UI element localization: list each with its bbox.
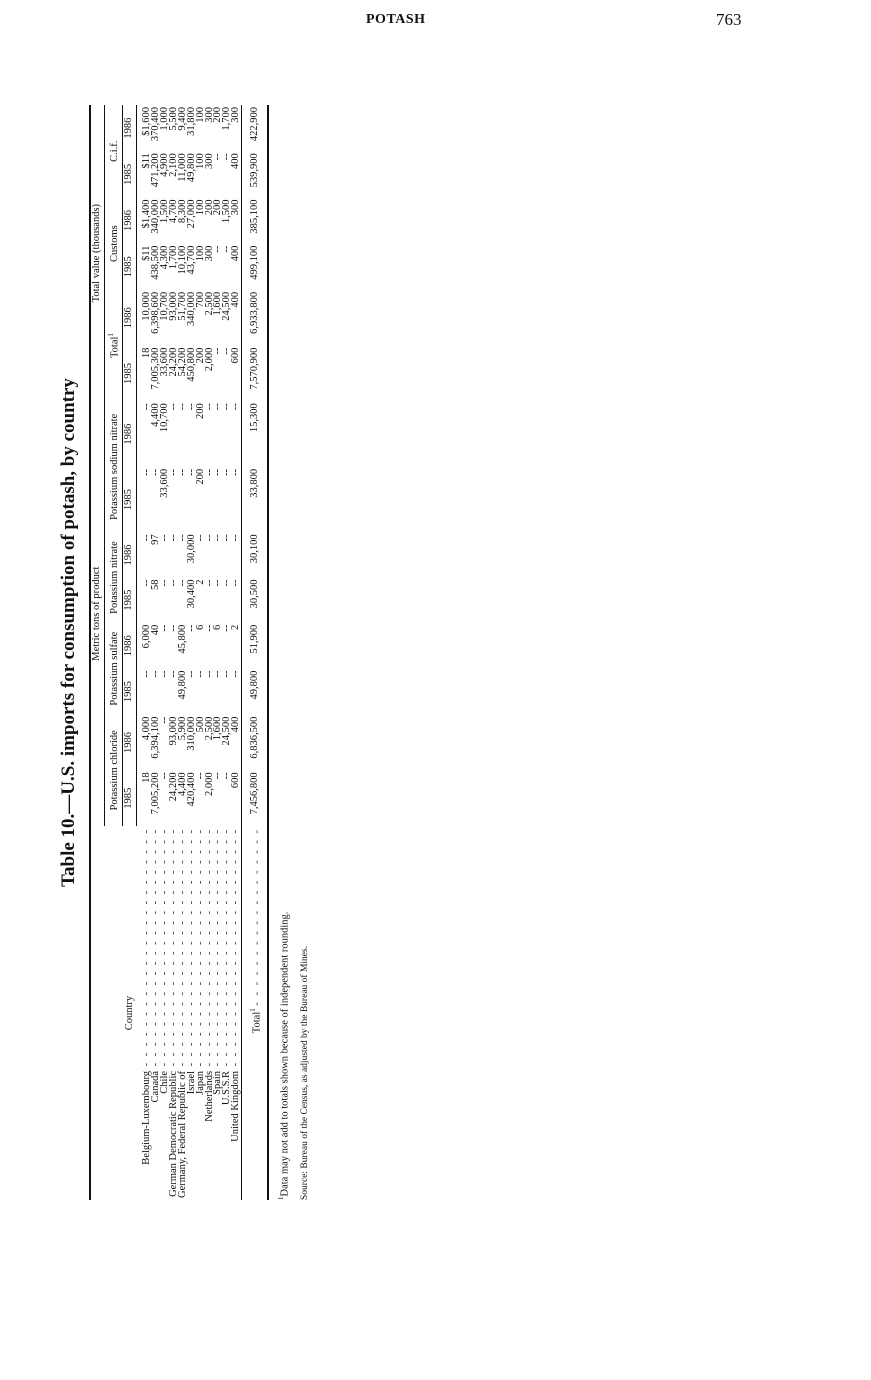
- total-value-cell: 6,933,800: [242, 290, 268, 346]
- value-cell: 10,700: [159, 291, 171, 321]
- country-cell: Belgium-Luxembourg - - - - - - - - - - - - - - - - - - - - - - - -: [140, 828, 152, 1165]
- value-cell: 1,700: [221, 107, 233, 131]
- value-cell: --: [212, 347, 224, 355]
- total-value-header: Total value (thousands): [90, 105, 104, 401]
- table-row: [232, 105, 241, 1200]
- value-cell: 400: [230, 245, 242, 262]
- value-cell: --: [141, 403, 153, 411]
- value-cell: 31,800: [185, 107, 197, 136]
- total-label-cell: Total$^1$ - - - - - - - - - - - - - - - - - -: [242, 826, 268, 1200]
- value-cell: --: [212, 468, 224, 476]
- total-value-cell: 6,836,500: [242, 715, 268, 771]
- value-cell: 300: [203, 107, 215, 123]
- value-cell: 200: [203, 199, 215, 216]
- value-cell: --: [159, 579, 171, 587]
- value-cell: --: [159, 534, 171, 542]
- value-cell: 340,000: [185, 291, 197, 326]
- value-cell: 10,000: [141, 291, 153, 321]
- year-header-cell: 1985: [123, 244, 137, 290]
- value-cell: --: [141, 468, 153, 476]
- value-cell: --: [176, 534, 188, 542]
- rotated-table-block: [52, 65, 347, 1200]
- value-cell: 4,400: [176, 772, 188, 796]
- total-value-cell: 49,800: [242, 669, 268, 715]
- value-cell: --: [203, 670, 215, 678]
- value-cell: 51,700: [176, 291, 188, 321]
- value-cell: --: [159, 772, 171, 780]
- value-cell: --: [185, 403, 197, 411]
- value-cell: --: [212, 670, 224, 678]
- year-header-cell: 1986: [123, 197, 137, 243]
- value-cell: --: [194, 534, 206, 542]
- value-cell: 33,600: [159, 468, 171, 498]
- value-cell: 93,000: [167, 716, 179, 746]
- value-cell: --: [230, 534, 242, 542]
- value-cell: 2,500: [203, 716, 215, 741]
- value-cell: --: [203, 403, 215, 411]
- value-cell: 54,200: [176, 347, 188, 377]
- country-cell: Netherlands - - - - - - - - - - - - - - - - - - - - - - - -: [203, 828, 215, 1122]
- value-cell: 300: [230, 199, 242, 216]
- year-header-cell: 1986: [123, 532, 137, 577]
- value-cell: --: [221, 403, 233, 411]
- total-value-cell: 7,570,900: [242, 346, 268, 402]
- total-value-cell: 422,900: [242, 105, 268, 151]
- value-cell: --: [141, 579, 153, 587]
- year-header-cell: 1985: [123, 770, 137, 826]
- value-cell: --: [203, 468, 215, 476]
- value-cell: 1,500: [221, 199, 233, 224]
- value-cell: 500: [194, 716, 206, 733]
- value-cell: --: [176, 579, 188, 587]
- value-cell: 24,500: [221, 291, 233, 321]
- year-header-cell: 1986: [123, 623, 137, 669]
- value-cell: 200: [212, 199, 224, 216]
- value-cell: --: [221, 153, 233, 161]
- value-cell: --: [230, 670, 242, 678]
- country-cell: Germany, Federal Republic of - - - - - - - - - - - - - - - - - - - - - - - -: [176, 828, 188, 1198]
- potash-imports-table: [89, 105, 269, 1200]
- footnote-mark: 1: [276, 1196, 285, 1200]
- value-cell: 4,000: [141, 716, 153, 741]
- value-cell: 30,400: [185, 579, 197, 609]
- value-cell: 10,100: [176, 245, 188, 275]
- value-cell: --: [194, 670, 206, 678]
- table-total: [242, 105, 268, 1200]
- value-cell: 2,000: [203, 347, 215, 372]
- value-cell: 100: [194, 245, 206, 262]
- country-cell: Chile - - - - - - - - - - - - - - - - - - - - - - - -: [159, 828, 171, 1094]
- value-cell: 18: [141, 772, 153, 783]
- country-cell: U.S.S.R - - - - - - - - - - - - - - - - - - - - - - - -: [221, 828, 233, 1106]
- value-cell: 1,000: [159, 107, 171, 131]
- value-cell: 49,800: [185, 153, 197, 183]
- value-cell: 4,400: [150, 403, 162, 427]
- value-cell: 200: [194, 403, 206, 420]
- value-cell: $11: [141, 245, 153, 262]
- year-header-cell: 1985: [123, 669, 137, 715]
- value-cell: 5,500: [167, 107, 179, 131]
- cif-header: C.i.f.: [104, 105, 122, 197]
- value-cell: 45,800: [176, 624, 188, 654]
- value-cell: --: [221, 624, 233, 632]
- value-cell: 24,200: [167, 772, 179, 802]
- value-cell: 200: [212, 107, 224, 123]
- year-header-cell: 1985: [123, 467, 137, 533]
- year-header-cell: 1986: [123, 105, 137, 151]
- footnote: $^1$Data may not add to totals shown because of independent rounding.: [276, 911, 291, 1200]
- value-cell: 7,005,200: [150, 772, 162, 815]
- page-number: 763: [716, 10, 742, 29]
- value-cell: --: [167, 468, 179, 476]
- value-cell: 420,400: [185, 772, 197, 807]
- value-cell: 6,000: [141, 624, 153, 649]
- year-header-cell: 1986: [123, 401, 137, 467]
- value-cell: 2: [194, 579, 206, 585]
- source-note: Source: Bureau of the Census, as adjusted by the Bureau of Mines.: [300, 945, 311, 1200]
- value-cell: 600: [230, 347, 242, 364]
- value-cell: 9,400: [176, 107, 188, 131]
- value-cell: 43,700: [185, 245, 197, 275]
- value-cell: --: [212, 772, 224, 780]
- value-cell: --: [203, 624, 215, 632]
- value-cell: --: [185, 468, 197, 476]
- value-cell: 2: [230, 624, 242, 630]
- value-cell: 4,700: [167, 199, 179, 224]
- value-cell: 200: [194, 347, 206, 364]
- value-cell: --: [212, 153, 224, 161]
- value-cell: 340,000: [150, 199, 162, 234]
- value-cell: --: [212, 245, 224, 253]
- value-cell: --: [230, 468, 242, 476]
- value-cell: --: [167, 624, 179, 632]
- total-header-footnote-mark: 1: [106, 333, 115, 337]
- potassium-chloride-header: Potassium chloride: [104, 715, 122, 826]
- country-column-header: Country: [90, 826, 137, 1200]
- value-cell: --: [150, 670, 162, 678]
- country-cell: German Democratic Republic - - - - - - - - - - - - - - - - - - - - - - - -: [167, 828, 179, 1197]
- total-value-cell: 385,100: [242, 197, 268, 243]
- value-cell: 6: [194, 624, 206, 630]
- value-cell: 7,005,300: [150, 347, 162, 390]
- value-cell: 24,200: [167, 347, 179, 377]
- value-cell: --: [167, 670, 179, 678]
- total-value-cell: 30,500: [242, 578, 268, 623]
- value-cell: 1,500: [159, 199, 171, 224]
- country-cell: United Kingdom - - - - - - - - - - - - - - - - - - - - - - - -: [230, 828, 242, 1142]
- value-cell: --: [150, 468, 162, 476]
- value-cell: 1,600: [212, 291, 224, 316]
- total-value-cell: 51,900: [242, 623, 268, 669]
- year-header-cell: 1986: [123, 290, 137, 346]
- value-cell: 6: [212, 624, 224, 630]
- value-cell: 6,394,100: [150, 716, 162, 759]
- year-header-cell: 1985: [123, 346, 137, 402]
- value-cell: --: [141, 670, 153, 678]
- value-cell: 2,500: [203, 291, 215, 316]
- value-cell: --: [221, 772, 233, 780]
- value-cell: 49,800: [176, 670, 188, 700]
- total-footnote-mark: 1: [249, 1008, 258, 1012]
- value-cell: 471,200: [150, 153, 162, 188]
- value-cell: --: [230, 579, 242, 587]
- value-cell: --: [176, 468, 188, 476]
- value-cell: --: [167, 534, 179, 542]
- value-cell: --: [203, 579, 215, 587]
- total-row: [242, 105, 268, 1200]
- total-value-cell: 30,100: [242, 532, 268, 577]
- value-cell: --: [194, 772, 206, 780]
- value-cell: 2,000: [203, 772, 215, 796]
- value-cell: 33,600: [159, 347, 171, 377]
- value-cell: 8,300: [176, 199, 188, 224]
- value-cell: --: [221, 245, 233, 253]
- value-cell: 400: [230, 153, 242, 170]
- total-value-cell: 7,456,800: [242, 770, 268, 826]
- country-cell: Japan - - - - - - - - - - - - - - - - - - - - - - - -: [194, 828, 206, 1095]
- value-cell: --: [141, 534, 153, 542]
- value-cell: 18: [141, 347, 153, 359]
- value-cell: 400: [230, 716, 242, 733]
- customs-header: Customs: [104, 197, 122, 289]
- value-cell: 27,000: [185, 199, 197, 229]
- total-quantity-header: Total$^1$: [104, 290, 122, 401]
- value-cell: 700: [194, 291, 206, 308]
- value-cell: --: [185, 670, 197, 678]
- value-cell: --: [167, 579, 179, 587]
- value-cell: 400: [230, 291, 242, 308]
- total-value-cell: 539,900: [242, 151, 268, 197]
- value-cell: 438,500: [150, 245, 162, 280]
- year-header-cell: 1985: [123, 151, 137, 197]
- value-cell: 2,100: [167, 153, 179, 177]
- value-cell: --: [230, 403, 242, 411]
- value-cell: 6,398,600: [150, 291, 162, 334]
- value-cell: 97: [150, 534, 162, 545]
- value-cell: 600: [230, 772, 242, 789]
- potassium-sulfate-header: Potassium sulfate: [104, 623, 122, 715]
- value-cell: 300: [203, 245, 215, 262]
- value-cell: $1,600: [141, 107, 153, 136]
- total-value-cell: 499,100: [242, 244, 268, 290]
- total-value-cell: 33,800: [242, 467, 268, 533]
- value-cell: --: [176, 403, 188, 411]
- value-cell: --: [221, 670, 233, 678]
- value-cell: 370,400: [150, 107, 162, 142]
- value-cell: --: [221, 347, 233, 355]
- value-cell: 100: [194, 153, 206, 170]
- value-cell: 200: [194, 468, 206, 485]
- value-cell: 58: [150, 579, 162, 591]
- year-header-cell: 1986: [123, 715, 137, 771]
- country-cell: Canada - - - - - - - - - - - - - - - - - - - - - - - -: [150, 828, 162, 1103]
- value-cell: --: [185, 624, 197, 632]
- value-cell: --: [159, 670, 171, 678]
- value-cell: 30,000: [185, 534, 197, 564]
- year-header-cell: 1985: [123, 578, 137, 623]
- potassium-sodium-nitrate-header: Potassium sodium nitrate: [104, 401, 122, 532]
- value-cell: --: [212, 534, 224, 542]
- value-cell: 5,900: [176, 716, 188, 741]
- running-head: POTASH: [366, 12, 426, 27]
- metric-tons-header: Metric tons of product: [90, 401, 104, 826]
- value-cell: 40: [150, 624, 162, 636]
- value-cell: 450,800: [185, 347, 197, 382]
- value-cell: 310,000: [185, 716, 197, 751]
- value-cell: --: [212, 403, 224, 411]
- value-cell: $1,400: [141, 199, 153, 229]
- table-body: [137, 105, 242, 1200]
- value-cell: 4,300: [159, 245, 171, 270]
- value-cell: --: [221, 579, 233, 587]
- value-cell: 11,000: [176, 153, 188, 182]
- value-cell: 10,700: [159, 403, 171, 433]
- value-cell: --: [212, 579, 224, 587]
- value-cell: --: [221, 468, 233, 476]
- value-cell: --: [159, 624, 171, 632]
- value-cell: 300: [203, 153, 215, 170]
- value-cell: 93,000: [167, 291, 179, 321]
- value-cell: 1,700: [167, 245, 179, 270]
- value-cell: --: [167, 403, 179, 411]
- total-value-cell: 15,300: [242, 401, 268, 467]
- value-cell: $11: [141, 153, 153, 169]
- value-cell: 300: [230, 107, 242, 123]
- value-cell: 4,900: [159, 153, 171, 177]
- value-cell: 24,500: [221, 716, 233, 746]
- country-cell: Israel - - - - - - - - - - - - - - - - - - - - - - - -: [185, 828, 197, 1095]
- value-cell: --: [221, 534, 233, 542]
- value-cell: --: [159, 716, 171, 724]
- value-cell: 1,600: [212, 716, 224, 741]
- value-cell: 100: [194, 199, 206, 216]
- potassium-nitrate-header: Potassium nitrate: [104, 532, 122, 622]
- value-cell: --: [203, 534, 215, 542]
- country-cell: Spain - - - - - - - - - - - - - - - - - - - - - - - -: [212, 828, 224, 1095]
- value-cell: 100: [194, 107, 206, 123]
- table-title: Table 10.—U.S. imports for consumption of potash, by country: [58, 378, 79, 887]
